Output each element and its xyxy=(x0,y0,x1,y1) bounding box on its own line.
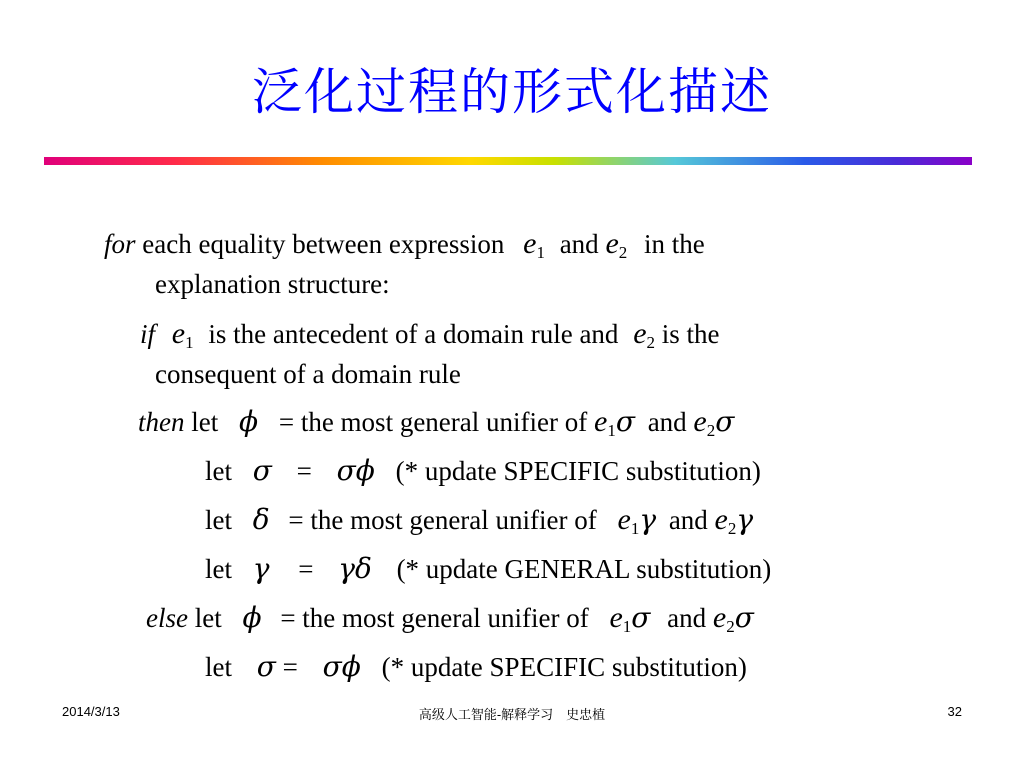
text-unifier: = the most general unifier of xyxy=(288,505,597,535)
line-then xyxy=(138,406,734,447)
math-e1: $e_1$ xyxy=(609,601,632,636)
line-let-gamma xyxy=(205,553,771,585)
text-each-equality: each equality between expression xyxy=(142,229,505,259)
math-e2: $e_2$ xyxy=(712,601,735,636)
line-let-delta xyxy=(205,504,753,545)
text-in-the: in the xyxy=(644,229,705,259)
footer-date: 2014/3/13 xyxy=(62,704,120,719)
math-sigma-phi: σϕ xyxy=(322,650,361,683)
math-e2: $e_2$ xyxy=(633,317,656,352)
math-e2: $e_2$ xyxy=(605,227,628,262)
math-gamma: γ xyxy=(639,503,657,536)
text-antecedent: is the antecedent of a domain rule and xyxy=(208,319,619,349)
math-gamma-delta: γδ xyxy=(338,552,372,585)
math-e1: $e_1$ xyxy=(617,503,640,538)
comment-update-specific: (* update SPECIFIC substitution) xyxy=(395,456,761,486)
text-and: and xyxy=(667,603,707,633)
math-phi: ϕ xyxy=(239,405,259,438)
line-if xyxy=(140,318,720,359)
text-and: and xyxy=(647,407,687,437)
line-for xyxy=(104,228,705,269)
keyword-else: else xyxy=(146,603,188,633)
rainbow-divider xyxy=(44,157,972,165)
math-sigma: σ xyxy=(715,405,735,438)
line-consequent: consequent of a domain rule xyxy=(155,359,461,389)
text-let: let xyxy=(205,456,232,486)
math-sigma: σ xyxy=(256,650,276,683)
text-unifier: = the most general unifier of xyxy=(278,407,588,437)
line-let-sigma-final xyxy=(205,651,747,683)
math-phi: ϕ xyxy=(242,601,262,634)
text-and: and xyxy=(668,505,708,535)
comment-update-specific: (* update SPECIFIC substitution) xyxy=(381,652,747,682)
text-is-the: is the xyxy=(661,319,720,349)
footer-course: 高级人工智能-解释学习 史忠植 xyxy=(418,707,606,722)
keyword-for: for xyxy=(104,229,136,259)
line-explanation: explanation structure: xyxy=(155,269,390,299)
text-and: and xyxy=(559,229,599,259)
text-equals: = xyxy=(298,554,314,584)
text-equals: = xyxy=(296,456,312,486)
footer-page-number: 32 xyxy=(947,704,962,719)
math-e1: $e_1$ xyxy=(171,317,194,352)
line-else xyxy=(146,602,754,643)
comment-update-general: (* update GENERAL substitution) xyxy=(396,554,772,584)
math-e1: $e_1$ xyxy=(593,405,616,440)
text-let: let xyxy=(205,554,232,584)
math-gamma: γ xyxy=(736,503,754,536)
slide-title: 泛化过程的形式化描述 xyxy=(252,63,772,121)
math-sigma: σ xyxy=(631,601,651,634)
math-e1: $e_1$ xyxy=(523,227,545,262)
math-e2: $e_2$ xyxy=(714,503,737,538)
text-let: let xyxy=(205,652,232,682)
math-delta: δ xyxy=(252,503,270,536)
math-sigma-phi: σϕ xyxy=(336,454,375,487)
math-e2: $e_2$ xyxy=(693,405,716,440)
math-sigma: σ xyxy=(252,454,272,487)
math-sigma: σ xyxy=(615,405,635,438)
text-equals: = xyxy=(282,652,298,682)
math-sigma: σ xyxy=(734,601,754,634)
math-gamma: γ xyxy=(252,552,270,585)
keyword-then: then xyxy=(138,407,185,437)
line-let-sigma xyxy=(205,455,761,487)
text-let: let xyxy=(205,505,232,535)
text-let: let xyxy=(194,603,222,633)
keyword-if: if xyxy=(140,319,156,349)
text-let: let xyxy=(191,407,219,437)
text-unifier: = the most general unifier of xyxy=(280,603,589,633)
